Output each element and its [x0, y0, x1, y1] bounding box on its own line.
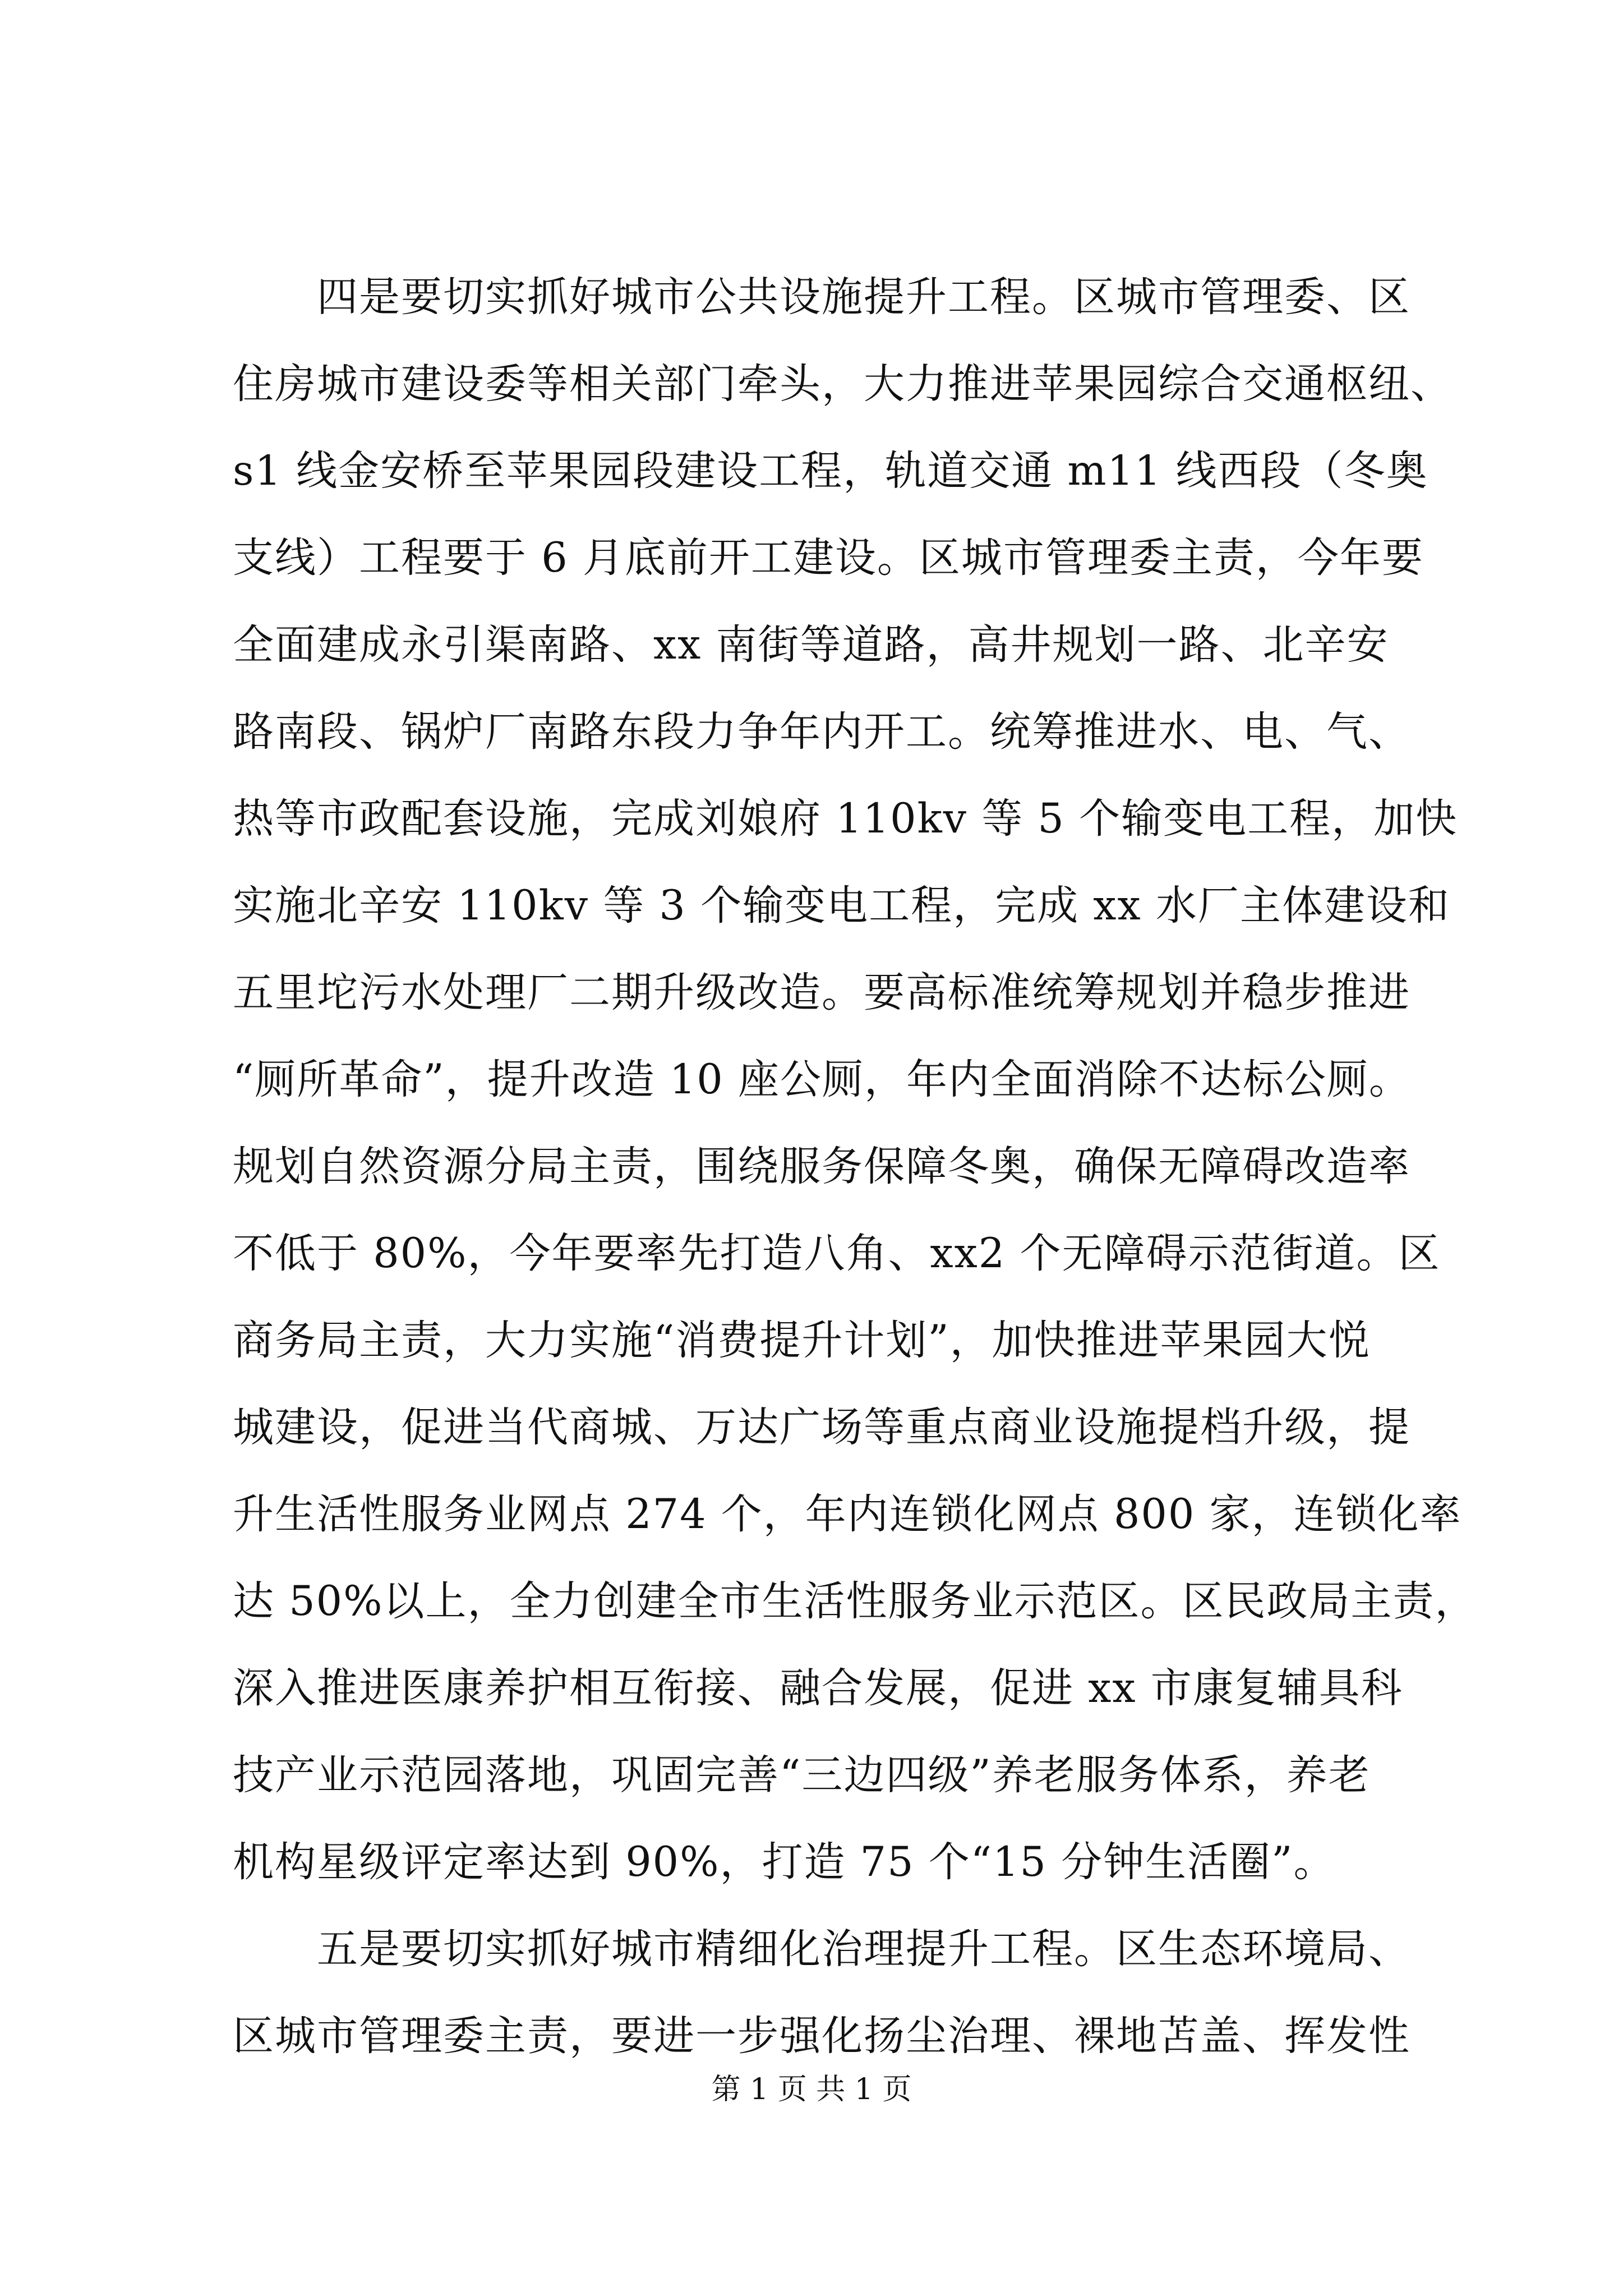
text-line: 热等市政配套设施，完成刘娘府 110kv 等 5 个输变电工程，加快	[233, 795, 1458, 843]
page-footer: 第 1 页 共 1 页	[711, 2073, 912, 2106]
text-line: s1 线金安桥至苹果园段建设工程，轨道交通 m11 线西段（冬奥	[233, 447, 1428, 495]
text-line: 五是要切实抓好城市精细化治理提升工程。区生态环境局、	[233, 1925, 1410, 1973]
text-line: 五里坨污水处理厂二期升级改造。要高标准统筹规划并稳步推进	[233, 969, 1410, 1016]
text-line: 路南段、锅炉厂南路东段力争年内开工。统筹推进水、电、气、	[233, 708, 1410, 756]
text-line: 支线）工程要于 6 月底前开工建设。区城市管理委主责，今年要	[233, 534, 1424, 582]
text-line: 商务局主责，大力实施“消费提升计划”，加快推进苹果园大悦	[233, 1317, 1371, 1364]
text-line: 机构星级评定率达到 90%，打造 75 个“15 分钟生活圈”。	[233, 1838, 1336, 1886]
text-line: 城建设，促进当代商城、万达广场等重点商业设施提档升级，提	[233, 1404, 1410, 1451]
text-line: 技产业示范园落地，巩固完善“三边四级”养老服务体系，养老	[233, 1751, 1371, 1799]
text-line: 住房城市建设委等相关部门牵头，大力推进苹果园综合交通枢纽、	[233, 360, 1453, 408]
text-line: 四是要切实抓好城市公共设施提升工程。区城市管理委、区	[233, 273, 1410, 321]
text-line: 规划自然资源分局主责，围绕服务保障冬奥，确保无障碍改造率	[233, 1143, 1410, 1190]
text-line: 全面建成永引渠南路、xx 南街等道路，高井规划一路、北辛安	[233, 621, 1389, 669]
text-line: 不低于 80%，今年要率先打造八角、xx2 个无障碍示范街道。区	[233, 1230, 1441, 1277]
text-line: 达 50%以上，全力创建全市生活性服务业示范区。区民政局主责，	[233, 1577, 1477, 1625]
text-line: 实施北辛安 110kv 等 3 个输变电工程，完成 xx 水厂主体建设和	[233, 882, 1450, 930]
text-line: 区城市管理委主责，要进一步强化扬尘治理、裸地苫盖、挥发性	[233, 2012, 1410, 2060]
text-line: 升生活性服务业网点 274 个，年内连锁化网点 800 家，连锁化率	[233, 1490, 1462, 1538]
text-line: 深入推进医康养护相互衔接、融合发展，促进 xx 市康复辅具科	[233, 1664, 1403, 1712]
text-line: “厕所革命”，提升改造 10 座公厕，年内全面消除不达标公厕。	[233, 1056, 1411, 1103]
